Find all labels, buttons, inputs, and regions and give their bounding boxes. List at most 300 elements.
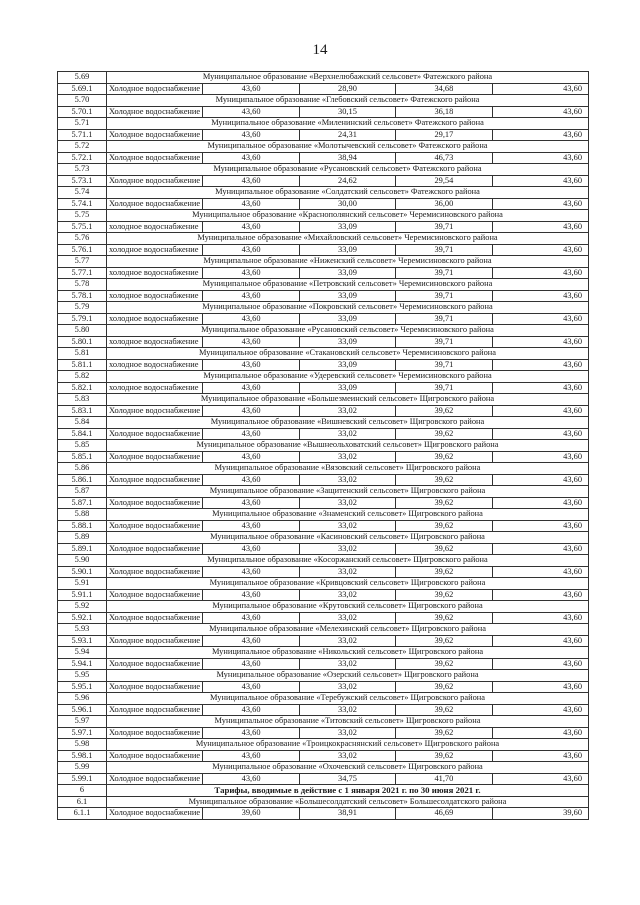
tariff-value: 43,60 (492, 244, 588, 256)
service-name: холодное водоснабжение (107, 244, 203, 256)
municipality-heading-row (58, 532, 589, 544)
row-code: 5.89 (58, 532, 107, 544)
service-name: Холодное водоснабжение (107, 750, 203, 762)
row-code: 5.85 (58, 440, 107, 452)
municipality-name: Муниципальное образование «Троицкокраснянский сельсовет» Щигровского района (107, 739, 589, 751)
service-name: Холодное водоснабжение (107, 704, 203, 716)
row-code: 5.80.1 (58, 336, 107, 348)
row-code: 5.94 (58, 647, 107, 659)
row-code: 5.84 (58, 417, 107, 429)
tariff-value: 43,60 (203, 773, 299, 785)
row-code: 5.72 (58, 141, 107, 153)
service-name: холодное водоснабжение (107, 359, 203, 371)
tariff-value: 33,02 (299, 566, 395, 578)
municipality-heading-row (58, 762, 589, 774)
tariff-row (58, 773, 589, 785)
tariff-value: 43,60 (492, 543, 588, 555)
tariff-value: 43,60 (203, 727, 299, 739)
tariff-value: 43,60 (492, 681, 588, 693)
tariff-value: 43,60 (492, 612, 588, 624)
tariff-value: 43,60 (492, 221, 588, 233)
tariff-value: 33,02 (299, 451, 395, 463)
tariff-row (58, 244, 589, 256)
municipality-name: Муниципальное образование «Знаменский сельсовет» Щигровского района (107, 509, 589, 521)
tariff-value: 43,60 (492, 405, 588, 417)
municipality-heading-row (58, 601, 589, 613)
tariff-value: 39,62 (396, 428, 492, 440)
municipality-name: Муниципальное образование «Глебовский сельсовет» Фатежского района (107, 95, 589, 107)
tariff-value: 33,09 (299, 382, 395, 394)
tariff-value: 43,60 (492, 750, 588, 762)
tariff-value: 43,60 (203, 221, 299, 233)
row-code: 5.90 (58, 555, 107, 567)
tariff-row (58, 750, 589, 762)
tariff-row (58, 566, 589, 578)
tariff-value: 39,62 (396, 658, 492, 670)
tariff-value: 43,60 (203, 681, 299, 693)
row-code: 5.90.1 (58, 566, 107, 578)
row-code: 5.85.1 (58, 451, 107, 463)
tariff-row (58, 704, 589, 716)
municipality-heading-row (58, 555, 589, 567)
municipality-heading-row (58, 256, 589, 268)
row-code: 5.86 (58, 463, 107, 475)
tariff-value: 43,60 (492, 658, 588, 670)
tariff-value: 33,09 (299, 244, 395, 256)
tariff-value: 33,09 (299, 221, 395, 233)
municipality-name: Муниципальное образование «Петровский сельсовет» Черемисиновского района (107, 279, 589, 291)
municipality-name: Муниципальное образование «Большезмеинский сельсовет» Щигровского района (107, 394, 589, 406)
tariff-value: 43,60 (203, 543, 299, 555)
tariff-value: 33,09 (299, 290, 395, 302)
tariff-value: 39,62 (396, 497, 492, 509)
municipality-heading-row (58, 233, 589, 245)
tariff-value: 43,60 (203, 290, 299, 302)
tariff-value: 43,60 (203, 497, 299, 509)
tariff-value: 43,60 (492, 474, 588, 486)
service-name: Холодное водоснабжение (107, 808, 203, 820)
row-code: 5.70.1 (58, 106, 107, 118)
municipality-name: Муниципальное образование «Михайловский сельсовет» Черемисиновского района (107, 233, 589, 245)
municipality-name: Муниципальное образование «Большесолдатский сельсовет» Большесолдатского района (107, 796, 589, 808)
municipality-heading-row (58, 440, 589, 452)
tariff-value: 33,02 (299, 405, 395, 417)
row-code: 5.82.1 (58, 382, 107, 394)
municipality-heading-row (58, 210, 589, 222)
tariff-value: 38,91 (299, 808, 395, 820)
tariff-value: 43,60 (492, 635, 588, 647)
row-code: 5.79 (58, 302, 107, 314)
tariff-value: 28,90 (299, 83, 395, 95)
row-code: 5.73 (58, 164, 107, 176)
municipality-name: Муниципальное образование «Касиновский сельсовет» Щигровского района (107, 532, 589, 544)
municipality-heading-row (58, 647, 589, 659)
municipality-heading-row (58, 118, 589, 130)
tariff-row (58, 382, 589, 394)
row-code: 5.99.1 (58, 773, 107, 785)
row-code: 5.96 (58, 693, 107, 705)
tariff-value: 43,60 (203, 152, 299, 164)
tariff-value: 46,73 (396, 152, 492, 164)
tariff-value: 33,02 (299, 681, 395, 693)
tariff-value: 34,75 (299, 773, 395, 785)
municipality-heading-row (58, 693, 589, 705)
municipality-heading-row (58, 325, 589, 337)
row-code: 5.84.1 (58, 428, 107, 440)
row-code: 5.81 (58, 348, 107, 360)
tariff-value: 33,02 (299, 497, 395, 509)
municipality-name: Муниципальное образование «Косоржанский сельсовет» Щигровского района (107, 555, 589, 567)
service-name: Холодное водоснабжение (107, 474, 203, 486)
municipality-heading-row (58, 417, 589, 429)
service-name: Холодное водоснабжение (107, 497, 203, 509)
tariff-value: 39,62 (396, 566, 492, 578)
tariff-value: 43,60 (492, 428, 588, 440)
row-code: 5.99 (58, 762, 107, 774)
tariff-value: 24,62 (299, 175, 395, 187)
municipality-heading-row (58, 670, 589, 682)
tariff-value: 39,62 (396, 727, 492, 739)
tariff-value: 33,02 (299, 750, 395, 762)
tariff-value: 43,60 (492, 129, 588, 141)
row-code: 5.93 (58, 624, 107, 636)
service-name: Холодное водоснабжение (107, 520, 203, 532)
section-heading-row (58, 785, 589, 797)
tariff-value: 43,60 (203, 198, 299, 210)
page-number: 14 (312, 42, 328, 58)
tariff-row (58, 267, 589, 279)
service-name: Холодное водоснабжение (107, 681, 203, 693)
tariff-value: 34,68 (396, 83, 492, 95)
tariff-value: 39,71 (396, 359, 492, 371)
tariff-value: 43,60 (492, 336, 588, 348)
service-name: Холодное водоснабжение (107, 428, 203, 440)
tariff-value: 39,62 (396, 635, 492, 647)
municipality-name: Муниципальное образование «Краснополянский сельсовет» Черемисиновского района (107, 210, 589, 222)
tariff-table-body (58, 72, 589, 820)
row-code: 5.72.1 (58, 152, 107, 164)
row-code: 5.81.1 (58, 359, 107, 371)
municipality-name: Муниципальное образование «Солдатский сельсовет» Фатежского района (107, 187, 589, 199)
row-code: 5.76 (58, 233, 107, 245)
tariff-value: 39,71 (396, 244, 492, 256)
tariff-value: 43,60 (203, 612, 299, 624)
tariff-value: 43,60 (492, 704, 588, 716)
tariff-value: 36,18 (396, 106, 492, 118)
row-code: 5.79.1 (58, 313, 107, 325)
municipality-heading-row (58, 716, 589, 728)
tariff-value: 43,60 (492, 313, 588, 325)
row-code: 5.69.1 (58, 83, 107, 95)
tariff-row (58, 474, 589, 486)
tariff-value: 43,60 (492, 589, 588, 601)
service-name: Холодное водоснабжение (107, 566, 203, 578)
tariff-row (58, 543, 589, 555)
tariff-value: 39,62 (396, 520, 492, 532)
tariff-value: 43,60 (492, 152, 588, 164)
tariff-value: 33,02 (299, 543, 395, 555)
municipality-name: Муниципальное образование «Миленинский сельсовет» Фатежского района (107, 118, 589, 130)
tariff-row (58, 129, 589, 141)
row-code: 5.98 (58, 739, 107, 751)
service-name: холодное водоснабжение (107, 382, 203, 394)
service-name: холодное водоснабжение (107, 336, 203, 348)
tariff-value: 33,09 (299, 336, 395, 348)
municipality-name: Муниципальное образование «Удеревский сельсовет» Черемисиновского района (107, 371, 589, 383)
tariff-value: 38,94 (299, 152, 395, 164)
tariff-row (58, 612, 589, 624)
tariff-value: 43,60 (203, 359, 299, 371)
row-code: 5.86.1 (58, 474, 107, 486)
service-name: холодное водоснабжение (107, 313, 203, 325)
service-name: Холодное водоснабжение (107, 198, 203, 210)
tariff-value: 33,02 (299, 727, 395, 739)
row-code: 5.80 (58, 325, 107, 337)
row-code: 5.98.1 (58, 750, 107, 762)
tariff-value: 39,62 (396, 543, 492, 555)
tariff-value: 36,00 (396, 198, 492, 210)
tariff-value: 29,54 (396, 175, 492, 187)
tariff-row (58, 152, 589, 164)
tariff-table (57, 71, 589, 820)
municipality-name: Муниципальное образование «Теребужский сельсовет» Щигровского района (107, 693, 589, 705)
municipality-name: Муниципальное образование «Озерский сельсовет» Щигровского района (107, 670, 589, 682)
tariff-value: 39,71 (396, 382, 492, 394)
municipality-heading-row (58, 95, 589, 107)
tariff-value: 43,60 (203, 405, 299, 417)
municipality-name: Муниципальное образование «Мелехинский сельсовет» Щигровского района (107, 624, 589, 636)
tariff-value: 43,60 (492, 520, 588, 532)
tariff-value: 33,02 (299, 635, 395, 647)
row-code: 5.73.1 (58, 175, 107, 187)
tariff-row (58, 635, 589, 647)
tariff-value: 29,17 (396, 129, 492, 141)
municipality-name: Муниципальное образование «Вышнеольховатский сельсовет» Щигровского района (107, 440, 589, 452)
service-name: Холодное водоснабжение (107, 83, 203, 95)
tariff-row (58, 405, 589, 417)
row-code: 6.1.1 (58, 808, 107, 820)
tariff-value: 39,62 (396, 750, 492, 762)
tariff-value: 39,62 (396, 612, 492, 624)
municipality-name: Муниципальное образование «Ниженский сельсовет» Черемисиновского района (107, 256, 589, 268)
tariff-value: 43,60 (203, 175, 299, 187)
row-code: 5.75.1 (58, 221, 107, 233)
tariff-value: 41,70 (396, 773, 492, 785)
tariff-value: 39,71 (396, 267, 492, 279)
municipality-heading-row (58, 739, 589, 751)
municipality-name: Муниципальное образование «Никольский сельсовет» Щигровского района (107, 647, 589, 659)
service-name: Холодное водоснабжение (107, 589, 203, 601)
municipality-name: Муниципальное образование «Титовский сельсовет» Щигровского района (107, 716, 589, 728)
tariff-value: 39,62 (396, 451, 492, 463)
tariff-value: 39,71 (396, 336, 492, 348)
row-code: 5.91.1 (58, 589, 107, 601)
row-code: 5.92.1 (58, 612, 107, 624)
municipality-heading-row (58, 624, 589, 636)
tariff-value: 43,60 (203, 129, 299, 141)
row-code: 5.78.1 (58, 290, 107, 302)
tariff-row (58, 497, 589, 509)
tariff-value: 30,15 (299, 106, 395, 118)
tariff-row (58, 313, 589, 325)
municipality-heading-row (58, 486, 589, 498)
municipality-heading-row (58, 371, 589, 383)
tariff-row (58, 221, 589, 233)
service-name: Холодное водоснабжение (107, 451, 203, 463)
row-code: 5.88.1 (58, 520, 107, 532)
municipality-heading-row (58, 463, 589, 475)
municipality-heading-row (58, 348, 589, 360)
tariff-value: 33,02 (299, 612, 395, 624)
tariff-value: 39,62 (396, 405, 492, 417)
row-code: 5.71.1 (58, 129, 107, 141)
service-name: Холодное водоснабжение (107, 405, 203, 417)
tariff-value: 43,60 (492, 727, 588, 739)
municipality-heading-row (58, 302, 589, 314)
row-code: 5.75 (58, 210, 107, 222)
row-code: 5.94.1 (58, 658, 107, 670)
tariff-row (58, 359, 589, 371)
tariff-row (58, 175, 589, 187)
row-code: 5.69 (58, 72, 107, 84)
tariff-value: 43,60 (492, 175, 588, 187)
tariff-value: 39,60 (492, 808, 588, 820)
municipality-heading-row (58, 72, 589, 84)
tariff-value: 39,71 (396, 221, 492, 233)
section-title: Тарифы, вводимые в действие с 1 января 2021 г. по 30 июня 2021 г. (107, 785, 589, 797)
tariff-value: 43,60 (203, 106, 299, 118)
tariff-value: 39,62 (396, 704, 492, 716)
service-name: Холодное водоснабжение (107, 658, 203, 670)
tariff-row (58, 520, 589, 532)
tariff-value: 30,00 (299, 198, 395, 210)
municipality-heading-row (58, 164, 589, 176)
service-name: холодное водоснабжение (107, 267, 203, 279)
tariff-value: 43,60 (492, 451, 588, 463)
municipality-heading-row (58, 796, 589, 808)
municipality-name: Муниципальное образование «Защитенский сельсовет» Щигровского района (107, 486, 589, 498)
service-name: Холодное водоснабжение (107, 612, 203, 624)
tariff-row (58, 727, 589, 739)
tariff-value: 43,60 (492, 497, 588, 509)
row-code: 5.77 (58, 256, 107, 268)
municipality-name: Муниципальное образование «Охочевский сельсовет» Щигровского района (107, 762, 589, 774)
row-code: 5.88 (58, 509, 107, 521)
tariff-value: 33,09 (299, 267, 395, 279)
municipality-heading-row (58, 394, 589, 406)
tariff-value: 39,71 (396, 313, 492, 325)
tariff-value: 43,60 (203, 750, 299, 762)
row-code: 5.76.1 (58, 244, 107, 256)
service-name: Холодное водоснабжение (107, 635, 203, 647)
row-code: 5.89.1 (58, 543, 107, 555)
tariff-value: 43,60 (492, 198, 588, 210)
municipality-name: Муниципальное образование «Вишневский сельсовет» Щигровского района (107, 417, 589, 429)
tariff-row (58, 198, 589, 210)
row-code: 5.77.1 (58, 267, 107, 279)
row-code: 5.95.1 (58, 681, 107, 693)
tariff-row (58, 808, 589, 820)
tariff-value: 43,60 (203, 704, 299, 716)
service-name: Холодное водоснабжение (107, 543, 203, 555)
municipality-heading-row (58, 279, 589, 291)
municipality-name: Муниципальное образование «Стакановский сельсовет» Черемисиновского района (107, 348, 589, 360)
tariff-value: 43,60 (492, 267, 588, 279)
tariff-row (58, 589, 589, 601)
row-code: 5.70 (58, 95, 107, 107)
municipality-name: Муниципальное образование «Покровский сельсовет» Черемисиновского района (107, 302, 589, 314)
tariff-row (58, 428, 589, 440)
service-name: Холодное водоснабжение (107, 152, 203, 164)
tariff-row (58, 451, 589, 463)
tariff-value: 43,60 (492, 83, 588, 95)
tariff-row (58, 106, 589, 118)
tariff-value: 33,02 (299, 704, 395, 716)
service-name: Холодное водоснабжение (107, 773, 203, 785)
tariff-value: 43,60 (203, 474, 299, 486)
municipality-name: Муниципальное образование «Кривцовский сельсовет» Щигровского района (107, 578, 589, 590)
tariff-value: 43,60 (203, 83, 299, 95)
tariff-value: 43,60 (203, 336, 299, 348)
tariff-value: 33,09 (299, 359, 395, 371)
tariff-value: 33,02 (299, 474, 395, 486)
tariff-value: 46,69 (396, 808, 492, 820)
tariff-value: 43,60 (203, 566, 299, 578)
tariff-value: 43,60 (203, 244, 299, 256)
row-code: 6 (58, 785, 107, 797)
tariff-value: 33,02 (299, 428, 395, 440)
row-code: 5.92 (58, 601, 107, 613)
tariff-value: 43,60 (203, 267, 299, 279)
row-code: 5.93.1 (58, 635, 107, 647)
municipality-name: Муниципальное образование «Русановский сельсовет» Черемисиновского района (107, 325, 589, 337)
tariff-value: 39,62 (396, 474, 492, 486)
municipality-heading-row (58, 141, 589, 153)
row-code: 5.78 (58, 279, 107, 291)
tariff-row (58, 658, 589, 670)
row-code: 5.82 (58, 371, 107, 383)
tariff-value: 33,09 (299, 313, 395, 325)
row-code: 5.91 (58, 578, 107, 590)
tariff-value: 43,60 (492, 382, 588, 394)
municipality-name: Муниципальное образование «Верхнелюбажский сельсовет» Фатежского района (107, 72, 589, 84)
tariff-value: 39,60 (203, 808, 299, 820)
tariff-value: 43,60 (492, 773, 588, 785)
service-name: холодное водоснабжение (107, 290, 203, 302)
tariff-value: 33,02 (299, 520, 395, 532)
tariff-value: 43,60 (203, 451, 299, 463)
tariff-value: 33,02 (299, 658, 395, 670)
row-code: 5.74.1 (58, 198, 107, 210)
row-code: 5.71 (58, 118, 107, 130)
tariff-row (58, 83, 589, 95)
row-code: 5.87 (58, 486, 107, 498)
row-code: 5.96.1 (58, 704, 107, 716)
service-name: Холодное водоснабжение (107, 727, 203, 739)
row-code: 5.83 (58, 394, 107, 406)
service-name: Холодное водоснабжение (107, 175, 203, 187)
row-code: 6.1 (58, 796, 107, 808)
municipality-heading-row (58, 187, 589, 199)
tariff-row (58, 681, 589, 693)
tariff-value: 43,60 (203, 658, 299, 670)
tariff-value: 39,62 (396, 681, 492, 693)
municipality-heading-row (58, 578, 589, 590)
row-code: 5.83.1 (58, 405, 107, 417)
tariff-value: 43,60 (203, 428, 299, 440)
service-name: Холодное водоснабжение (107, 129, 203, 141)
tariff-row (58, 290, 589, 302)
